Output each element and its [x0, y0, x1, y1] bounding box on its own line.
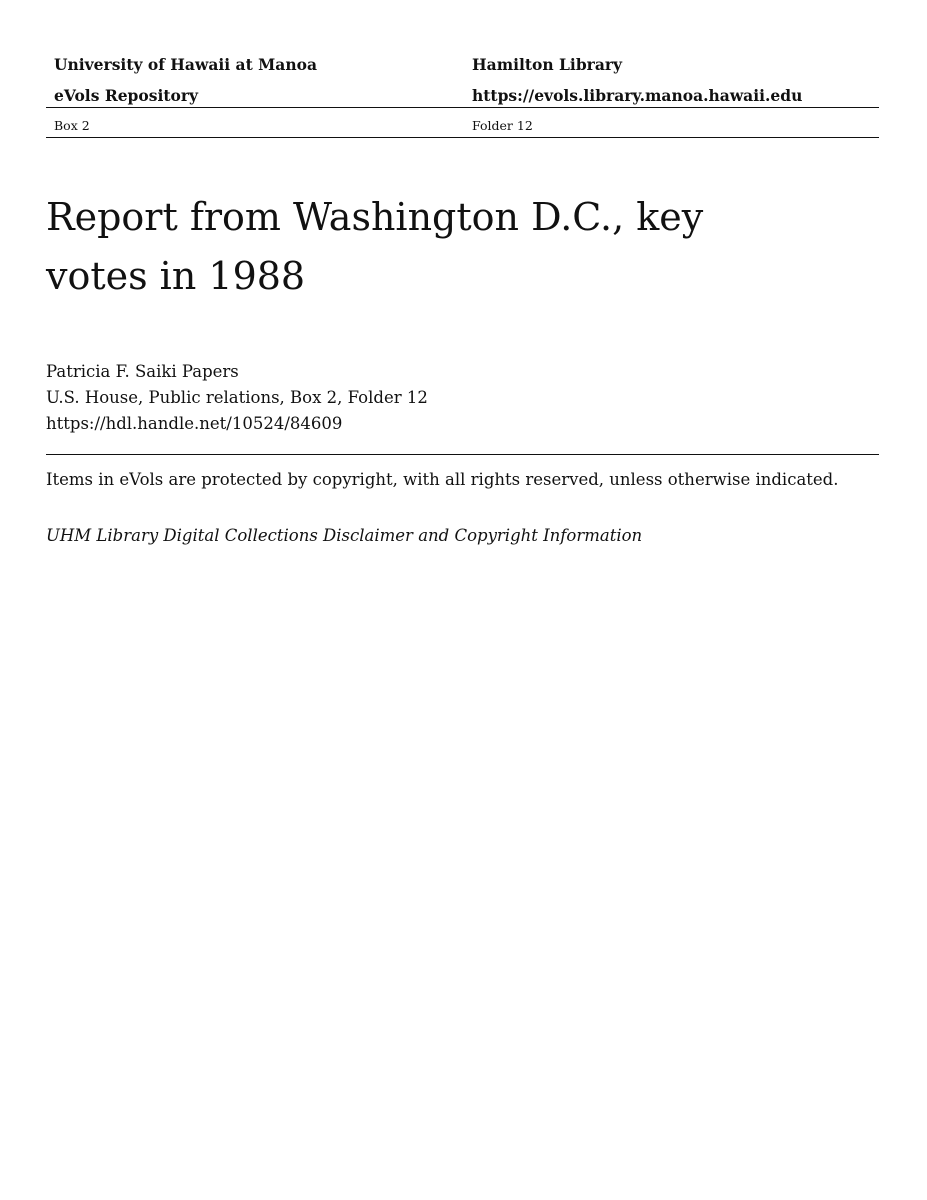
document-page: [46, 0, 879, 1200]
header-row-top: [46, 55, 879, 77]
header-row-location: [46, 118, 879, 136]
header-row-middle: [46, 86, 879, 108]
header-bottom-divider: [46, 137, 879, 138]
metadata-divider: [46, 454, 879, 455]
handle-link[interactable]: https://hdl.handle.net/10524/84609: [46, 414, 343, 433]
repository-url-link[interactable]: https://evols.library.manoa.hawaii.edu: [472, 86, 803, 105]
repository-name: eVols Repository: [54, 86, 199, 105]
header-divider: [46, 107, 879, 108]
copyright-notice: Items in eVols are protected by copyright, with all rights reserved, unless otherwise indicated.: [46, 470, 839, 489]
document-title: Report from Washington D.C., key votes in 1988: [46, 195, 704, 298]
institution-name: University of Hawaii at Manoa: [54, 55, 317, 74]
document-location: U.S. House, Public relations, Box 2, Folder 12: [46, 388, 428, 407]
collection-name: Patricia F. Saiki Papers: [46, 362, 239, 381]
library-name: Hamilton Library: [472, 55, 623, 74]
box-label: Box 2: [54, 118, 90, 133]
disclaimer-link[interactable]: UHM Library Digital Collections Disclaimer and Copyright Information: [46, 526, 643, 545]
folder-label: Folder 12: [472, 118, 533, 133]
